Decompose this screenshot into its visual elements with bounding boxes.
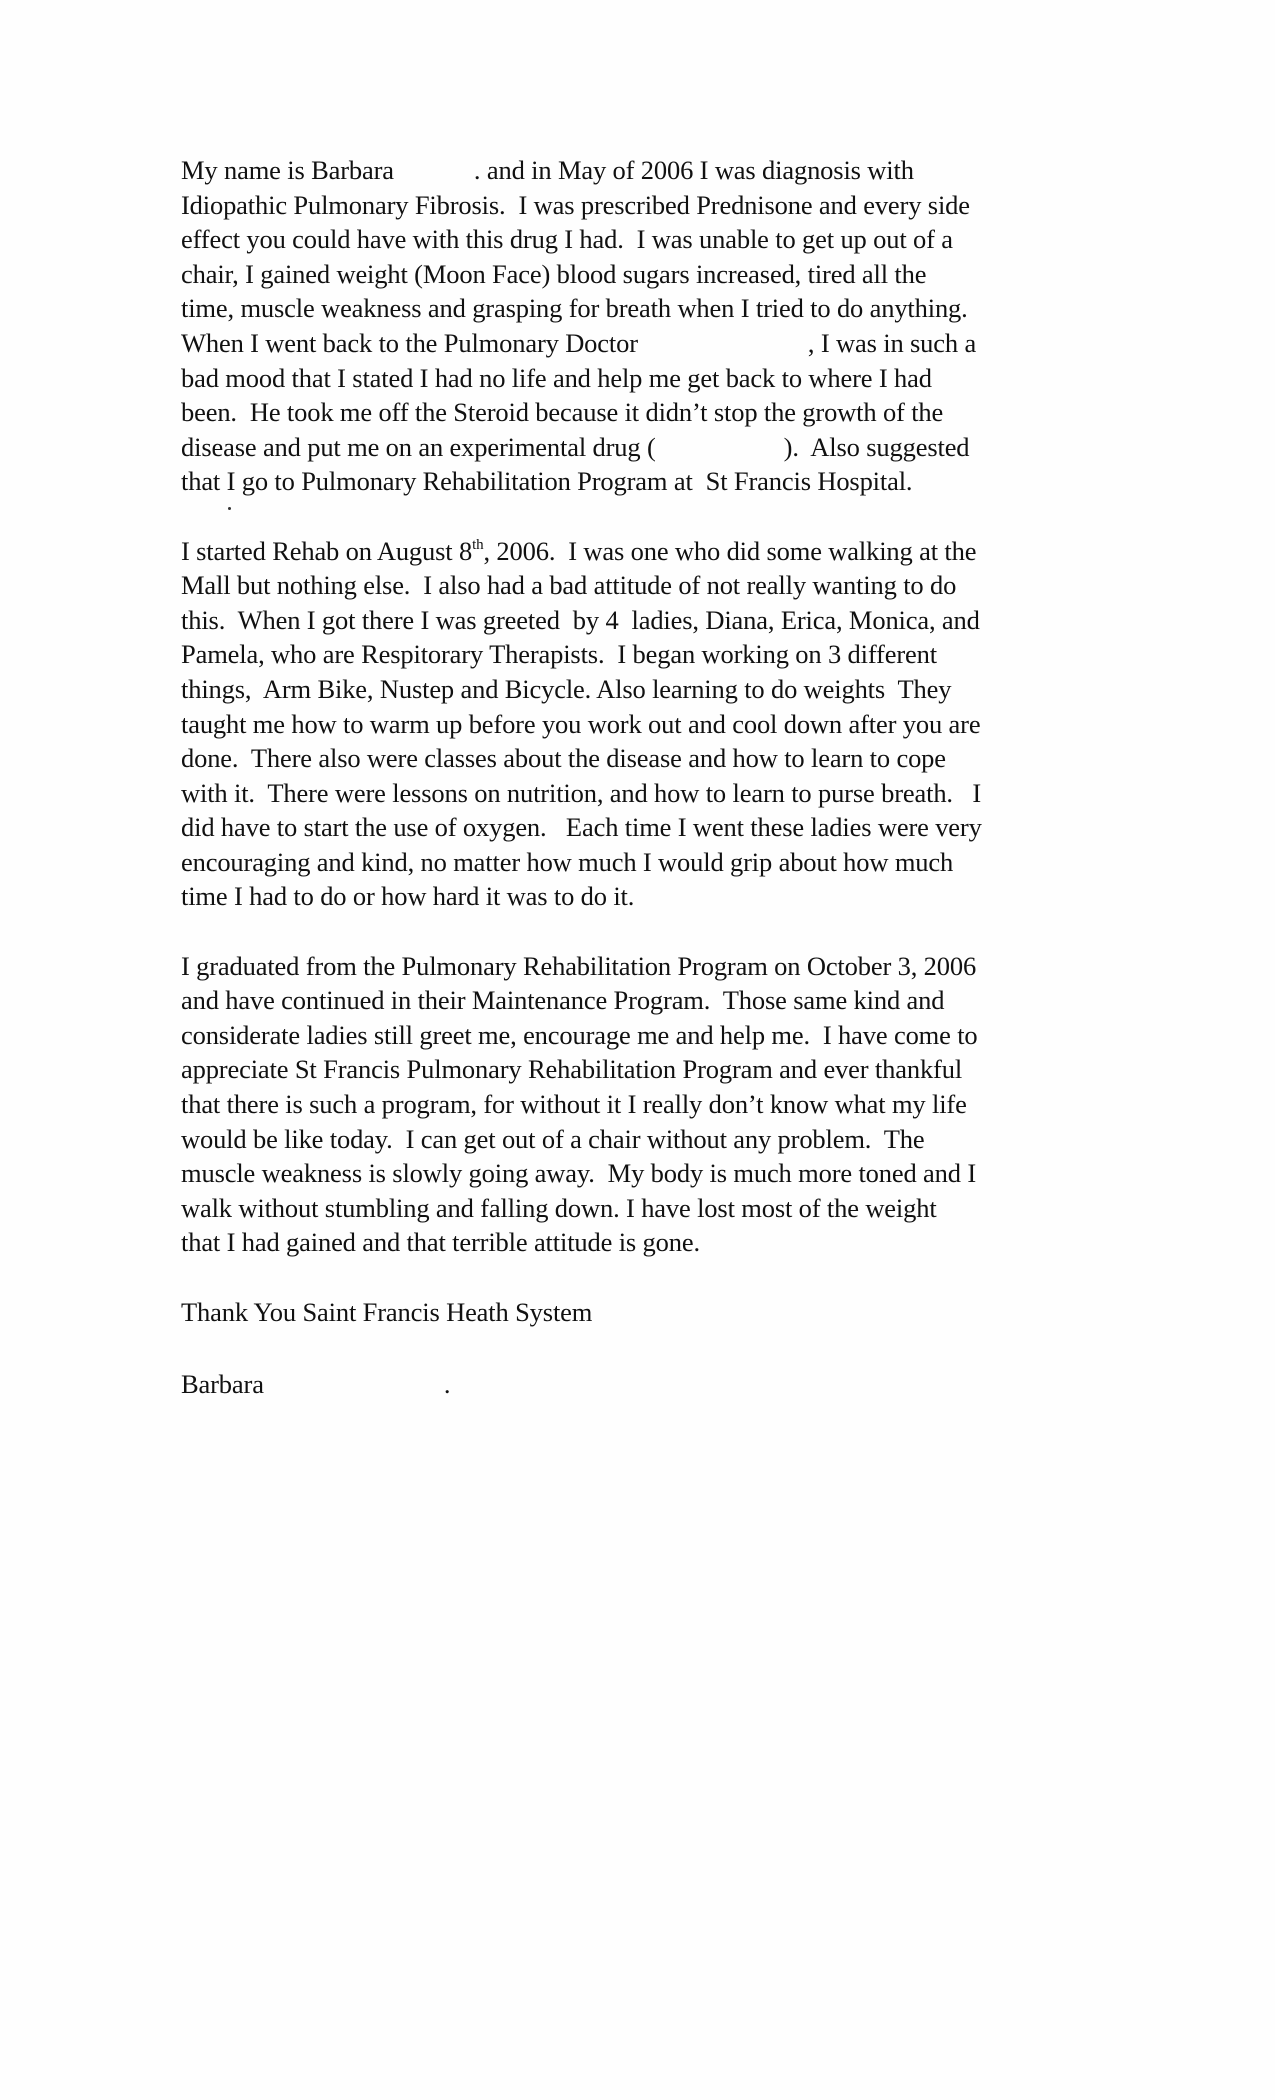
- text-line: time, muscle weakness and grasping for breath when I tried to do anything.: [181, 293, 968, 324]
- text-line: things, Arm Bike, Nustep and Bicycle. Also learning to do weights They: [181, 673, 952, 704]
- text-line: that I had gained and that terrible attitude is gone.: [181, 1227, 700, 1258]
- text-line: muscle weakness is slowly going away. My body is much more toned and I: [181, 1158, 977, 1189]
- closing-line: Thank You Saint Francis Heath System: [181, 1296, 593, 1327]
- line-text: disease and put me on an experimental drug (: [181, 431, 656, 462]
- line-text: When I went back to the Pulmonary Doctor: [181, 327, 638, 358]
- line-text: ). Also suggested: [783, 431, 970, 462]
- text-line: Mall but nothing else. I also had a bad attitude of not really wanting to do: [181, 570, 957, 601]
- text-line: Pamela, who are Respitorary Therapists. I began working on 3 different: [181, 639, 937, 670]
- text-line: taught me how to warm up before you work out and cool down after you are: [181, 708, 981, 739]
- text-line: bad mood that I stated I had no life and help me get back to where I had: [181, 362, 932, 393]
- signature: [181, 1367, 1131, 1402]
- text-line: and have continued in their Maintenance Program. Those same kind and: [181, 985, 945, 1016]
- text-line: this. When I got there I was greeted by 4 ladies, Diana, Erica, Monica, and: [181, 604, 980, 635]
- paragraph-graduation: [181, 949, 1131, 1260]
- text-line: [181, 153, 1131, 188]
- line-text: , I was in such a: [807, 327, 977, 358]
- text-line: did have to start the use of oxygen. Each time I went these ladies were very: [181, 812, 982, 843]
- paragraph-rehab: [181, 534, 1131, 915]
- text-line: Idiopathic Pulmonary Fibrosis. I was prescribed Prednisone and every side: [181, 189, 970, 220]
- text-line: [181, 534, 1131, 569]
- text-line: [181, 430, 1131, 465]
- scan-speck: [228, 507, 231, 510]
- text-line: effect you could have with this drug I had. I was unable to get up out of a: [181, 224, 953, 255]
- line-text: . and in May of 2006 I was diagnosis with: [473, 155, 914, 185]
- text-line: encouraging and kind, no matter how much I would grip about how much: [181, 846, 954, 877]
- line-text: My name is Barbara: [181, 155, 394, 185]
- text-line: [181, 326, 1131, 361]
- text-line: chair, I gained weight (Moon Face) blood sugars increased, tired all the: [181, 258, 927, 289]
- paragraph-diagnosis: [181, 153, 1131, 499]
- signature-trailing-mark: .: [443, 1369, 451, 1400]
- line-text: , 2006. I was one who did some walking at the: [483, 535, 977, 566]
- ordinal-suffix: th: [472, 536, 484, 553]
- text-line: would be like today. I can get out of a chair without any problem. The: [181, 1123, 925, 1154]
- text-line: time I had to do or how hard it was to do it.: [181, 881, 635, 912]
- text-line: been. He took me off the Steroid because it didn’t stop the growth of the: [181, 397, 944, 428]
- text-line: with it. There were lessons on nutrition, and how to learn to purse breath. I: [181, 777, 981, 808]
- text-line: that I go to Pulmonary Rehabilitation Program at St Francis Hospital.: [181, 466, 913, 497]
- line-text: I started Rehab on August 8: [181, 535, 473, 566]
- signature-name: Barbara: [181, 1369, 264, 1400]
- text-line: that there is such a program, for without it I really don’t know what my life: [181, 1089, 967, 1120]
- text-line: I graduated from the Pulmonary Rehabilitation Program on October 3, 2006: [181, 950, 977, 981]
- text-line: appreciate St Francis Pulmonary Rehabilitation Program and ever thankful: [181, 1054, 963, 1085]
- text-line: done. There also were classes about the disease and how to learn to cope: [181, 743, 946, 774]
- text-line: considerate ladies still greet me, encourage me and help me. I have come to: [181, 1019, 978, 1050]
- text-line: walk without stumbling and falling down. I have lost most of the weight: [181, 1192, 937, 1223]
- letter-body: [181, 153, 1131, 1402]
